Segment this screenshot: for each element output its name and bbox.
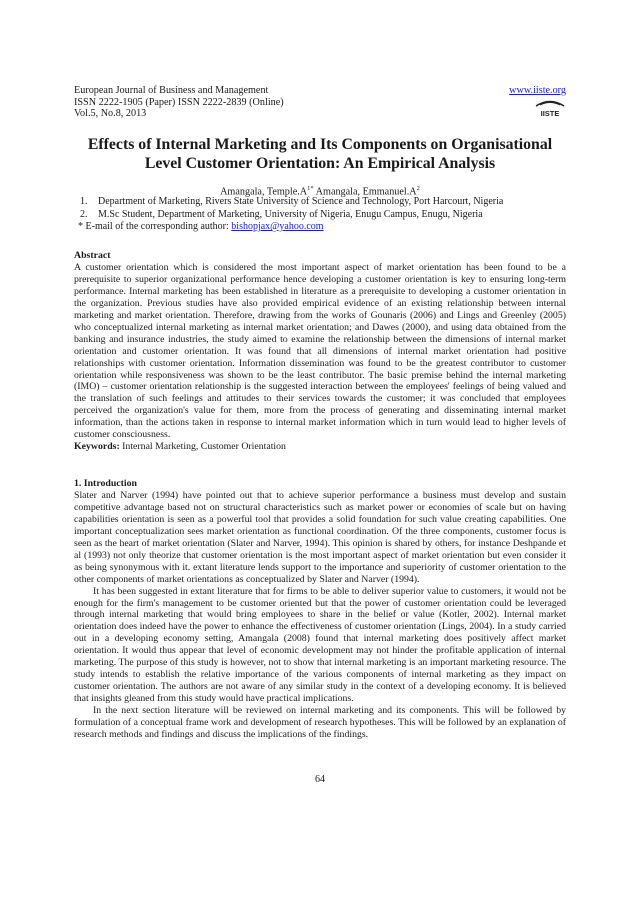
journal-header <box>74 85 566 120</box>
keywords-line <box>74 441 566 453</box>
affiliation-text: Department of Marketing, Rivers State University of Science and Technology, Port Harcourt, Nigeria <box>98 196 504 207</box>
affiliation-number: 2. <box>80 208 88 220</box>
abstract-text: A customer orientation which is considered the most important aspect of market orientation has been found to be a prerequisite to superior organizational performance hence developing a customer orientation is key to ensuring long-term performance. Internal marketing has been established in literature as a prerequisite to developing a customer orientation in the organization. Previous studies have also provided empirical evidence of an existing relationship between internal marketing and market orientation. Therefore, drawing from the works of Gounaris (2006) and Lings and Greenley (2005) who conceptualized internal marketing as internal market orientation; and Dawes (2000), and using data obtained from the banking and insurance industries, the study aimed to examine the relationship between the dimensions of internal market orientation and customer orientation. It was found that all dimensions of internal market orientation had positive relationships with customer orientation. Information dissemination was found to be the greatest contributor to customer orientation while responsiveness was shown to be the least contributor. The basic premise behind the internal marketing (IMO) – customer orientation relationship is the suggested interaction between the employees' feelings of being valued and the translation of such feelings and attitudes to their services towards the customer; it was concluded that employees perceived the organization's value for them, more from the process of generating and disseminating internal market information, than the actions taken in response to internal market information which in turn would lead to higher levels of customer consciousness. <box>74 261 566 441</box>
introduction-heading: 1. Introduction <box>74 478 137 489</box>
title-line-2: Level Customer Orientation: An Empirical Analysis <box>144 155 496 172</box>
keywords-label: Keywords: <box>74 441 120 453</box>
affiliation-text: M.Sc Student, Department of Marketing, University of Nigeria, Enugu Campus, Enugu, Nigeria <box>98 208 483 220</box>
affiliation-item <box>78 209 568 222</box>
abstract-heading: Abstract <box>74 250 111 261</box>
email-link[interactable]: bishopjax@yahoo.com <box>231 221 324 233</box>
keywords-text: Internal Marketing, Customer Orientation <box>122 441 286 453</box>
abstract-section <box>74 250 566 453</box>
page-number: 64 <box>315 774 325 785</box>
affiliation-number: 1. <box>80 196 88 207</box>
introduction-paragraph-2: It has been suggested in extant literature that for firms to be able to deliver superior value to customers, it would not be enough for the firm's management to be customer oriented but that the power of customer orientation could be leveraged through internal marketing that would bring employees to share in the belief or value (Kotler, 2002). Internal market orientation does indeed have the power to enhance the effectiveness of customer orientation (Lings, 2004). In a study carried out in a developing economy setting, Amangala (2008) found that internal marketing does positively affect market orientation. It would thus appear that level of economic development may not hinder the profitable application of internal marketing. The purpose of this study is however, not to show that internal marketing is an important marketing resource. The study intends to establish the relative importance of the various components of internal marketing as they impact on customer orientation. The authors are not aware of any similar study in the context of a developing economy. It is believed that insights gleaned from this study would have practical implications. <box>74 585 566 705</box>
affiliations <box>78 196 568 234</box>
title-line-1: Effects of Internal Marketing and Its Components on Organisational <box>87 136 553 153</box>
logo-text: IISTE <box>540 109 560 118</box>
author-1-marker: 1* <box>307 185 314 192</box>
author-1: Amangala, Temple.A <box>220 186 308 198</box>
introduction-paragraph-3: In the next section literature will be reviewed on internal marketing and its components. This will be followed by formulation of a conceptual frame work and development of research hypotheses. This will be followed by an explanation of research methods and findings and discuss the implications of the findings. <box>74 705 566 741</box>
paper-title <box>74 135 566 173</box>
journal-website-link[interactable]: www.iiste.org <box>509 85 566 96</box>
journal-issn: ISSN 2222-1905 (Paper) ISSN 2222-2839 (Online) <box>74 96 284 108</box>
introduction-section <box>74 478 566 741</box>
affiliation-item <box>78 196 568 209</box>
journal-name: European Journal of Business and Management <box>74 85 269 96</box>
introduction-paragraph-1: Slater and Narver (1994) have pointed out that to achieve superior performance a business must develop and sustain competitive advantage based not on structural characteristics such as market power or economies of scale but on having capabilities orientation is seen as a powerful tool that provides a solid foundation for such value creating capabilities. One important conceptualization sees market orientation as functional coordination. Of the three components, customer focus is seen as the heart of market orientation (Slater and Narver, 1994). This opinion is shared by others, for instance Deshpande et al (1993) not only theorize that customer orientation is the most important aspect of market orientation but even consider it as being synonymous with it. extant literature lends support to the importance and superiority of customer orientation to the other components of market orientations as conceptualized by Slater and Narver (1994). <box>74 489 566 585</box>
author-2: Amangala, Emmanuel.A <box>315 186 417 198</box>
journal-volume: Vol.5, No.8, 2013 <box>74 108 147 119</box>
email-label: * E-mail of the corresponding author: <box>78 221 229 233</box>
iiste-logo <box>534 96 566 118</box>
author-2-marker: 2 <box>416 185 420 192</box>
corresponding-email <box>78 221 568 234</box>
